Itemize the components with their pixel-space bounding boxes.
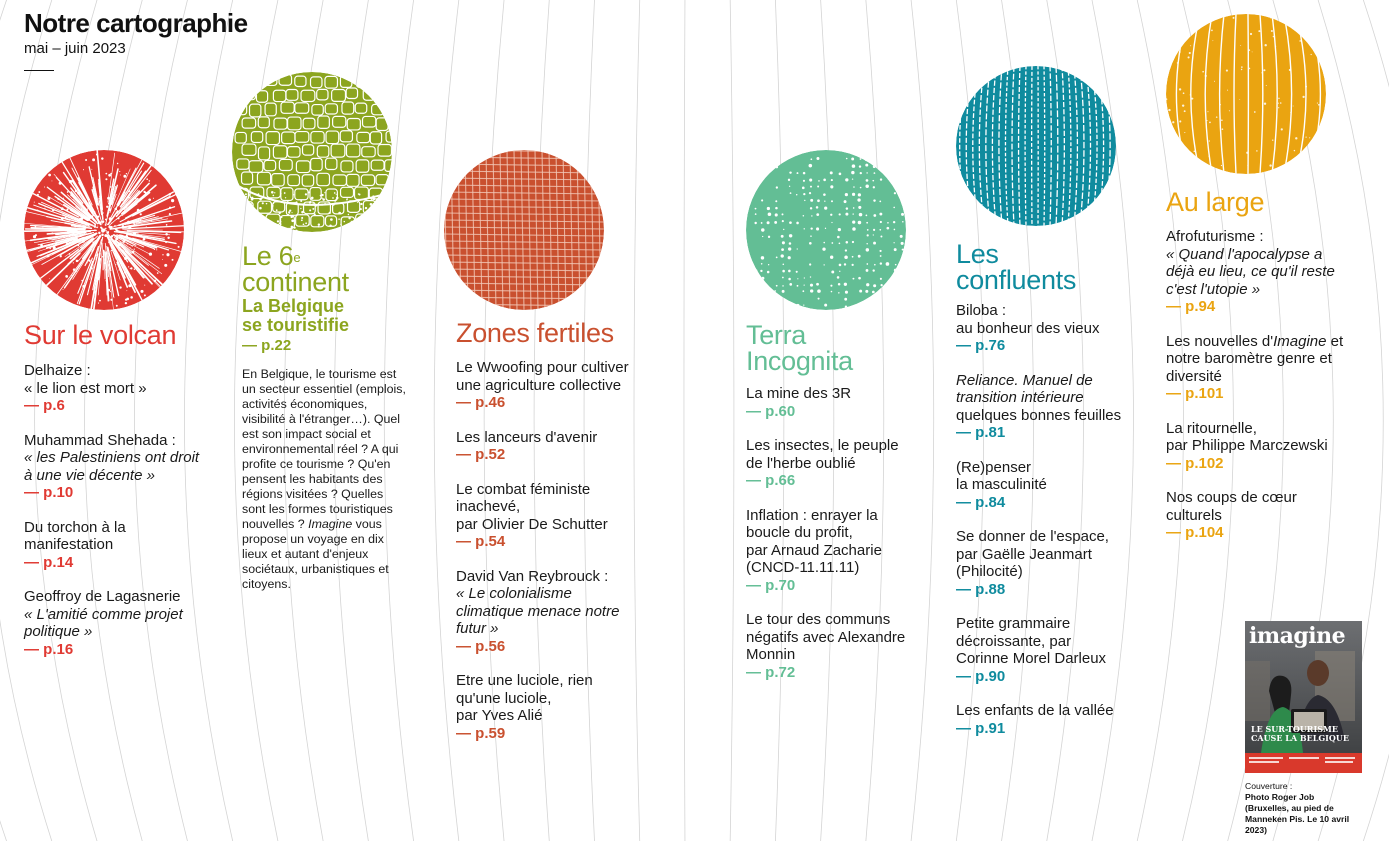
- list-item[interactable]: [956, 528, 1131, 598]
- section-title-large: Au large: [1166, 187, 1265, 217]
- item-text: Du torchon à la: [24, 518, 126, 536]
- item-text: Nos coups de cœur culturels: [1166, 489, 1297, 524]
- item-text: Corinne Morel Darleux: [956, 650, 1107, 667]
- item-text: et notre baromètre genre et diversité: [1166, 332, 1344, 385]
- list-item[interactable]: [956, 702, 1131, 737]
- title-part: Incognita: [746, 346, 853, 376]
- page-ref: — p.59: [456, 724, 506, 742]
- confluents-list: [956, 302, 1131, 754]
- page-ref: — p.76: [956, 337, 1006, 354]
- page-ref: — p.54: [456, 533, 506, 550]
- terra-list: [746, 385, 916, 698]
- list-item[interactable]: [456, 672, 631, 742]
- volcan-list: [24, 362, 209, 675]
- list-item[interactable]: [746, 437, 916, 490]
- magazine-cover[interactable]: [1245, 621, 1362, 773]
- caption-label: Couverture :: [1245, 781, 1293, 791]
- item-quote: « Le colonialisme climatique menace notre futur »: [456, 585, 620, 637]
- page-ref: — p.16: [24, 640, 74, 658]
- page-ref: — p.46: [456, 394, 506, 411]
- list-item[interactable]: [24, 519, 209, 572]
- cover-caption: [1245, 781, 1355, 836]
- page-ref: — p.6: [24, 397, 65, 414]
- item-text: la masculinité: [956, 476, 1047, 493]
- section-title-continent: [242, 243, 349, 295]
- item-italic: Imagine: [1273, 332, 1327, 350]
- page-title: Notre cartographie: [24, 8, 248, 38]
- title-part: continent: [242, 267, 349, 297]
- page-ref: — p.22: [242, 337, 292, 354]
- item-text: Les lanceurs d'avenir: [456, 428, 598, 446]
- page-ref: — p.66: [746, 472, 796, 489]
- list-item[interactable]: [24, 588, 209, 658]
- list-item[interactable]: [746, 385, 916, 420]
- item-text: manifestation: [24, 536, 114, 553]
- header-rule: [24, 70, 54, 71]
- item-text: Etre une luciole, rien qu'une luciole,: [456, 672, 593, 707]
- continent-subtitle[interactable]: [242, 297, 349, 335]
- intro-text: vous propose un voyage en dix lieux et autant d'enjeux sociétaux, urbanistiques et citoyens.: [242, 517, 389, 591]
- list-item[interactable]: [956, 459, 1131, 512]
- item-text: Petite grammaire décroissante, par: [956, 615, 1072, 650]
- page-ref: — p.94: [1166, 298, 1216, 315]
- list-item[interactable]: [1166, 333, 1348, 403]
- item-text: (Re)penser: [956, 458, 1032, 476]
- terra-illustration: [746, 150, 906, 310]
- zones-list: [456, 359, 631, 759]
- cover-masthead: imagine: [1249, 623, 1346, 649]
- large-illustration: [1166, 14, 1326, 174]
- section-title-volcan: Sur le volcan: [24, 320, 177, 350]
- item-text: Delhaize :: [24, 362, 91, 379]
- title-part: confluents: [956, 265, 1077, 295]
- page-ref: — p.10: [24, 484, 74, 501]
- list-item[interactable]: [956, 372, 1131, 442]
- section-title-confluents: [956, 241, 1076, 293]
- item-book-title: Reliance. Manuel de transition intérieure: [956, 371, 1093, 406]
- page-ref: — p.88: [956, 580, 1006, 598]
- item-text: au bonheur des vieux: [956, 319, 1100, 337]
- page-subtitle: mai – juin 2023: [24, 40, 126, 57]
- item-text: Muhammad Shehada :: [24, 431, 176, 449]
- item-text: quelques bonnes feuilles: [956, 406, 1122, 424]
- item-text: par Olivier De Schutter: [456, 515, 608, 533]
- item-text: Le tour des communs négatifs avec Alexandre Monnin: [746, 611, 906, 663]
- page-ref: — p.81: [956, 424, 1006, 441]
- item-quote: « les Palestiniens ont droit à une vie décente »: [24, 449, 200, 484]
- caption-credit: Photo Roger Job (Bruxelles, au pied de Manneken Pis. Le 10 avril 2023): [1245, 792, 1350, 835]
- section-title-terra: [746, 322, 853, 374]
- item-text: La mine des 3R: [746, 385, 852, 402]
- list-item[interactable]: [1166, 420, 1348, 473]
- page-ref: — p.104: [1166, 524, 1224, 541]
- list-item[interactable]: [456, 481, 631, 551]
- subtitle-part: se touristifie: [242, 315, 350, 335]
- continent-intro-text: [242, 367, 410, 592]
- item-quote: « L'amitié comme projet politique »: [24, 605, 183, 640]
- confluents-illustration: [956, 66, 1116, 226]
- list-item[interactable]: [1166, 228, 1348, 316]
- cover-headline: LE SUR-TOURISME CAUSE LA BELGIQUE: [1251, 724, 1349, 743]
- item-text: Les nouvelles d': [1166, 332, 1274, 350]
- page-ref: — p.72: [746, 663, 796, 681]
- list-item[interactable]: [956, 615, 1131, 685]
- large-list: [1166, 228, 1348, 559]
- item-text: Les enfants de la vallée: [956, 702, 1114, 719]
- page-ref: — p.14: [24, 553, 74, 571]
- item-text: Les insectes, le peuple de l'herbe oublié: [746, 437, 899, 472]
- item-text: par Gaëlle Jeanmart (Philocité): [956, 545, 1092, 580]
- item-text: par Arnaud Zacharie (CNCD-11.11.11): [746, 541, 882, 576]
- item-text: « le lion est mort »: [24, 379, 147, 397]
- item-text: par Philippe Marczewski: [1166, 437, 1328, 454]
- list-item[interactable]: [746, 507, 916, 595]
- page-ref: — p.90: [956, 667, 1006, 685]
- list-item[interactable]: [456, 359, 631, 412]
- item-text: Geoffroy de Lagasnerie: [24, 588, 181, 605]
- list-item[interactable]: [746, 611, 916, 681]
- intro-italic: Imagine: [308, 517, 353, 531]
- continent-illustration: [232, 72, 392, 232]
- zones-illustration: [444, 150, 604, 310]
- section-title-zones: Zones fertiles: [456, 318, 614, 348]
- intro-text: En Belgique, le tourisme est un secteur essentiel (emplois, activités économiques, visibilité à l'étranger…). Quel est son impact social et environnemental réel ? A qui profite ce tourisme ? Qu'en pensent les habitants des régions visitées ? Quelles sont les formes touristiques nouvelles ?: [242, 367, 406, 531]
- item-text: Inflation : enrayer la boucle du profit,: [746, 506, 878, 541]
- item-text: Afrofuturisme :: [1166, 228, 1264, 245]
- item-text: par Yves Alié: [456, 707, 543, 724]
- item-text: Se donner de l'espace,: [956, 528, 1109, 545]
- list-item[interactable]: [956, 302, 1131, 355]
- page-ref: — p.60: [746, 402, 796, 420]
- list-item[interactable]: [24, 432, 209, 502]
- item-text: Le combat féministe inachevé,: [456, 480, 591, 515]
- title-part: Les: [956, 239, 999, 269]
- title-part: Terra: [746, 320, 807, 350]
- volcan-illustration: [24, 150, 184, 310]
- list-item[interactable]: [1166, 489, 1348, 542]
- page-ref: — p.101: [1166, 385, 1224, 402]
- title-sup: e: [293, 250, 301, 265]
- item-text: Biloba :: [956, 302, 1007, 319]
- page-ref: — p.70: [746, 576, 796, 594]
- list-item[interactable]: [24, 362, 209, 415]
- list-item[interactable]: [456, 429, 631, 464]
- page-ref: — p.52: [456, 446, 506, 463]
- page-ref: — p.56: [456, 637, 506, 655]
- item-text: La ritournelle,: [1166, 419, 1257, 437]
- title-part: Le 6: [242, 241, 294, 271]
- subtitle-part: La Belgique: [242, 296, 345, 316]
- page-ref: — p.84: [956, 493, 1006, 511]
- page-ref: — p.91: [956, 719, 1006, 737]
- item-quote: « Quand l'apocalypse a déjà eu lieu, ce qu'il reste c'est l'utopie »: [1166, 245, 1335, 298]
- item-text: David Van Reybrouck :: [456, 567, 609, 585]
- item-text: Le Wwoofing pour cultiver une agriculture collective: [456, 359, 629, 394]
- list-item[interactable]: [456, 568, 631, 656]
- page-ref: — p.102: [1166, 454, 1224, 472]
